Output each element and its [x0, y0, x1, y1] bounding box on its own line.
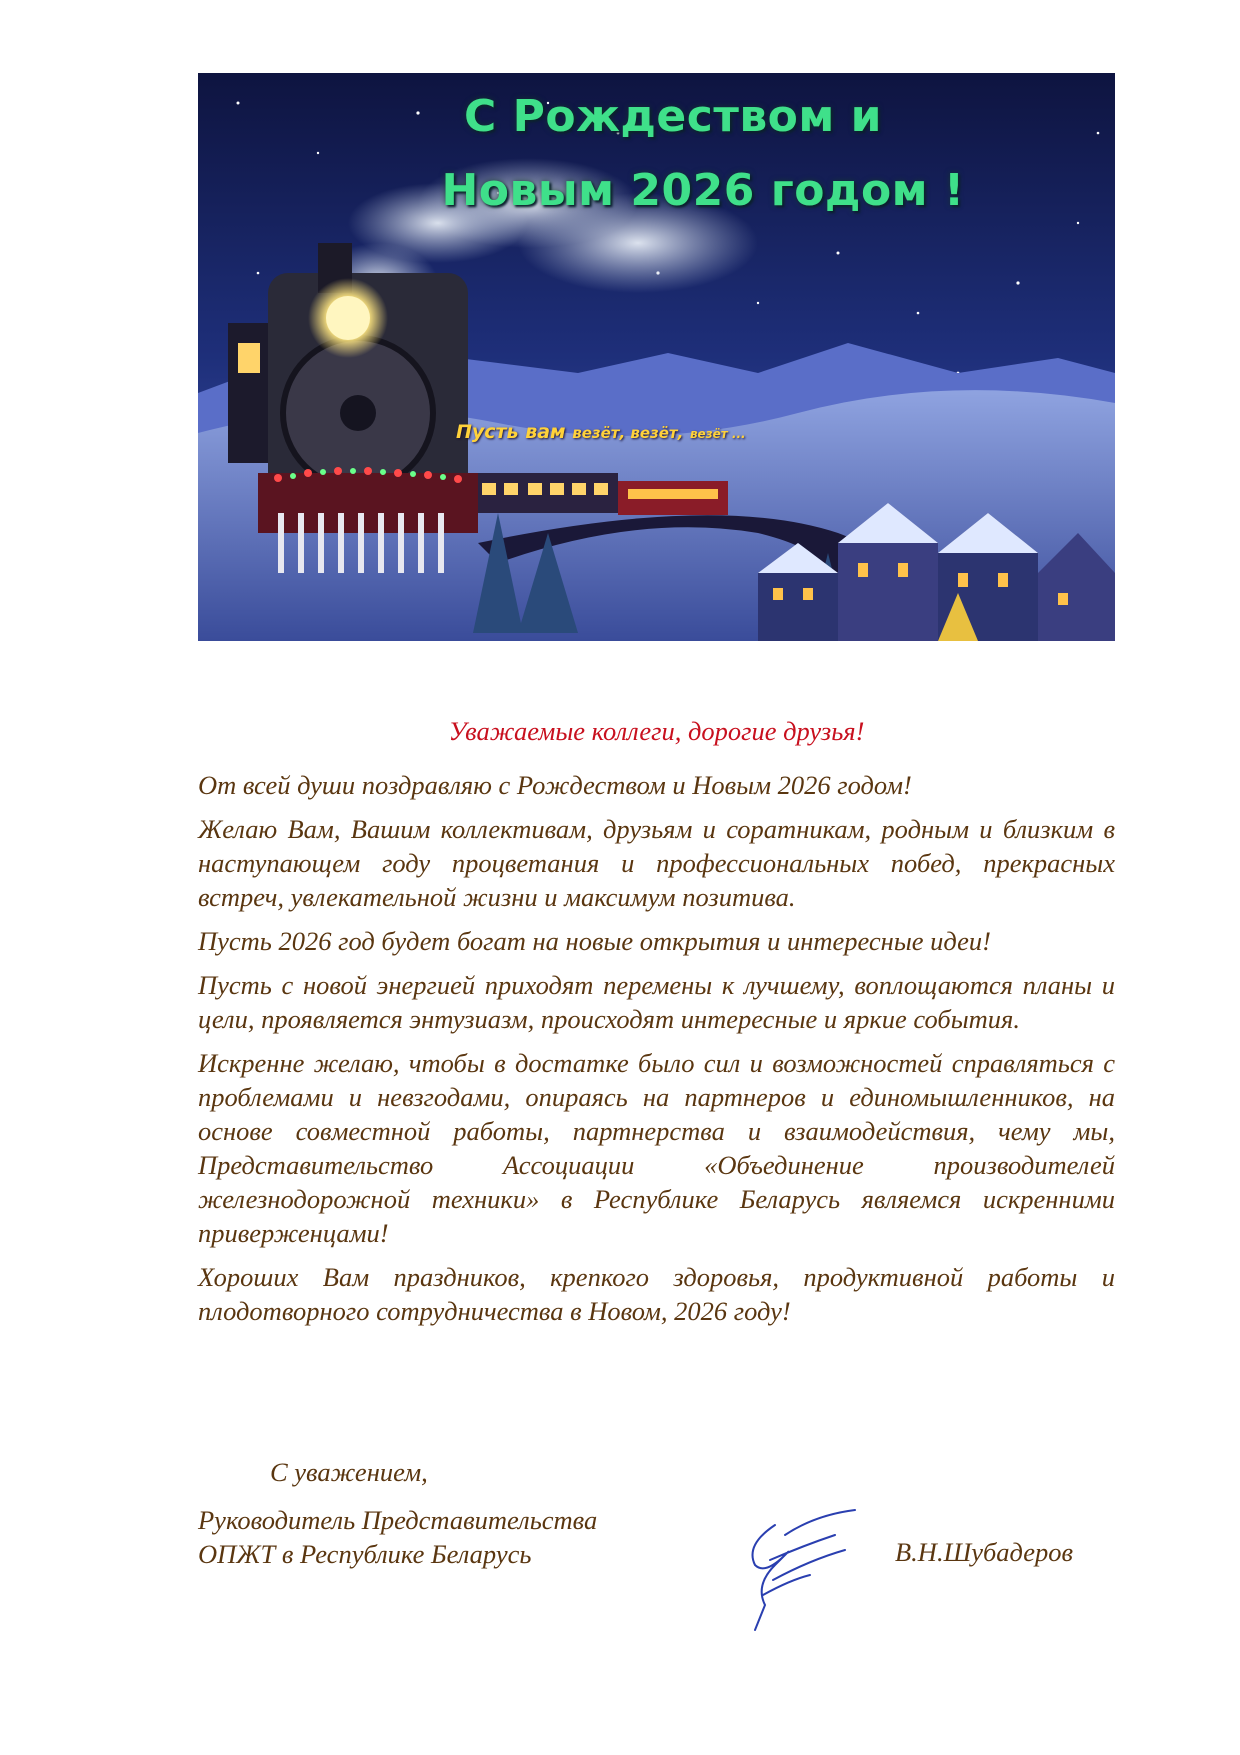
greeting-card-image	[198, 73, 1115, 641]
card-subtitle	[456, 421, 746, 443]
paragraph-2: Желаю Вам, Вашим коллективам, друзьям и соратникам, родным и близким в наступающем году процветания и профессиональных побед, прекрасных встреч, увлекательной жизни и максимум позитива.	[198, 814, 1115, 912]
letter-body	[198, 768, 1115, 1338]
paragraph-3: Пусть 2026 год будет богат на новые открытия и интересные идеи!	[198, 926, 991, 956]
position-line-1: Руководитель Представительства	[198, 1505, 598, 1535]
handwritten-signature	[715, 1505, 865, 1640]
card-title-line2: Новым 2026 годом !	[441, 165, 965, 216]
winter-train-illustration	[198, 73, 1115, 641]
position-line-2: ОПЖТ в Республике Беларусь	[198, 1539, 532, 1569]
paragraph-4: Пусть с новой энергией приходят перемены к лучшему, воплощаются планы и цели, проявляется энтузиазм, происходят интересные и яркие события.	[198, 970, 1115, 1034]
card-title-line1: С Рождеством и	[463, 91, 883, 142]
paragraph-6: Хороших Вам праздников, крепкого здоровья, продуктивной работы и плодотворного сотрудничества в Новом, 2026 году!	[198, 1262, 1115, 1326]
paragraph-1: От всей души поздравляю с Рождеством и Новым 2026 годом!	[198, 770, 912, 800]
salutation: Уважаемые коллеги, дорогие друзья!	[448, 716, 865, 746]
regards: С уважением,	[270, 1457, 428, 1487]
card-subtitle-main: Пусть вам	[456, 421, 566, 443]
signer-position	[198, 1503, 597, 1571]
card-subtitle-end: везёт ...	[689, 427, 746, 441]
signer-name: В.Н.Шубадеров	[895, 1537, 1074, 1567]
card-subtitle-mid: везёт, везёт,	[572, 424, 684, 442]
paragraph-5: Искренне желаю, чтобы в достатке было сил и возможностей справляться с проблемами и невзгодами, опираясь на партнеров и единомышленников, на основе совместной работы, партнерства и взаимодействия, чему мы, Представительство Ассоциации «Объединение производителей железнодорожной техники» в Республике Беларусь являемся искренними приверженцами!	[198, 1048, 1115, 1248]
